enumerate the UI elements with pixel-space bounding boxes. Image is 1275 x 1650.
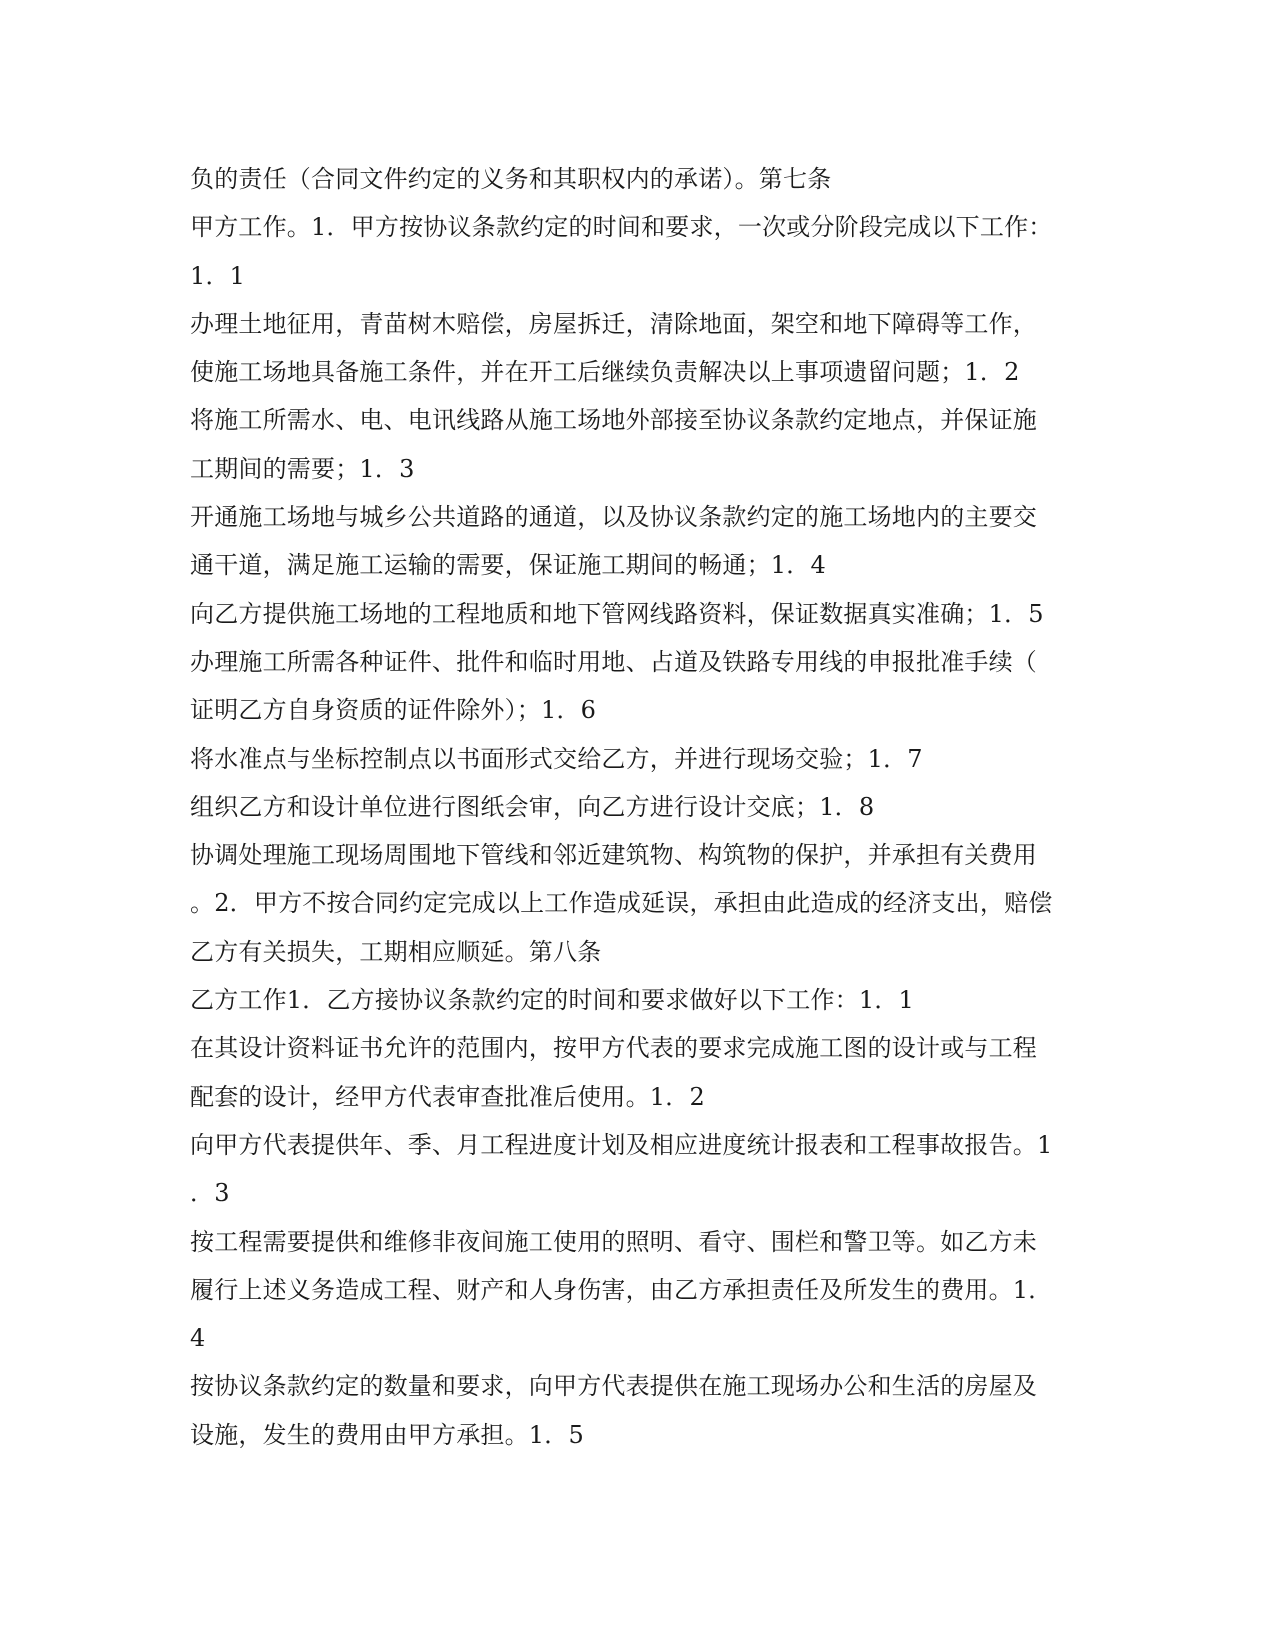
- text-line: 使施工场地具备施工条件，并在开工后继续负责解决以上事项遗留问题；1．2: [190, 358, 1020, 387]
- text-line: 通干道，满足施工运输的需要，保证施工期间的畅通；1．4: [190, 551, 826, 580]
- text-line: 向乙方提供施工场地的工程地质和地下管网线路资料，保证数据真实准确；1．5: [190, 599, 1044, 628]
- text-line: 组织乙方和设计单位进行图纸会审，向乙方进行设计交底；1．8: [190, 792, 875, 821]
- text-line: 办理施工所需各种证件、批件和临时用地、占道及铁路专用线的申报批准手续（: [190, 647, 1037, 676]
- text-line: 将施工所需水、电、电讯线路从施工场地外部接至协议条款约定地点，并保证施: [190, 406, 1037, 435]
- text-line: 甲方工作。1．甲方按协议条款约定的时间和要求，一次或分阶段完成以下工作：: [190, 213, 1053, 242]
- text-line: 按工程需要提供和维修非夜间施工使用的照明、看守、围栏和警卫等。如乙方未: [190, 1227, 1037, 1256]
- text-line: 办理土地征用，青苗树木赔偿，房屋拆迁，清除地面，架空和地下障碍等工作，: [190, 309, 1037, 338]
- text-line: 将水准点与坐标控制点以书面形式交给乙方，并进行现场交验；1．7: [190, 744, 923, 773]
- text-line: 4: [190, 1324, 206, 1353]
- text-line: 开通施工场地与城乡公共道路的通道，以及协议条款约定的施工场地内的主要交: [190, 503, 1037, 532]
- text-line: 按协议条款约定的数量和要求，向甲方代表提供在施工现场办公和生活的房屋及: [190, 1372, 1037, 1401]
- text-line: 配套的设计，经甲方代表审查批准后使用。1．2: [190, 1082, 705, 1111]
- text-line: 乙方工作1．乙方接协议条款约定的时间和要求做好以下工作：1．1: [190, 986, 915, 1015]
- text-line: ．3: [190, 1179, 230, 1208]
- text-line: 向甲方代表提供年、季、月工程进度计划及相应进度统计报表和工程事故报告。1: [190, 1130, 1053, 1159]
- contract-text-body: [190, 155, 1090, 1459]
- text-line: 负的责任（合同文件约定的义务和其职权内的承诺）。第七条: [190, 165, 832, 193]
- text-line: 履行上述义务造成工程、财产和人身伤害，由乙方承担责任及所发生的费用。1．: [190, 1275, 1053, 1304]
- text-line: 。2．甲方不按合同约定完成以上工作造成延误，承担由此造成的经济支出，赔偿: [190, 889, 1053, 918]
- text-line: 协调处理施工现场周围地下管线和邻近建筑物、构筑物的保护，并承担有关费用: [190, 841, 1037, 870]
- text-line: 证明乙方自身资质的证件除外）；1．6: [190, 696, 597, 725]
- text-line: 乙方有关损失，工期相应顺延。第八条: [190, 937, 602, 966]
- text-line: 工期间的需要；1．3: [190, 454, 415, 483]
- text-line: 1．1: [190, 261, 246, 290]
- text-line: 在其设计资料证书允许的范围内，按甲方代表的要求完成施工图的设计或与工程: [190, 1034, 1037, 1063]
- text-line: 设施，发生的费用由甲方承担。1．5: [190, 1420, 584, 1449]
